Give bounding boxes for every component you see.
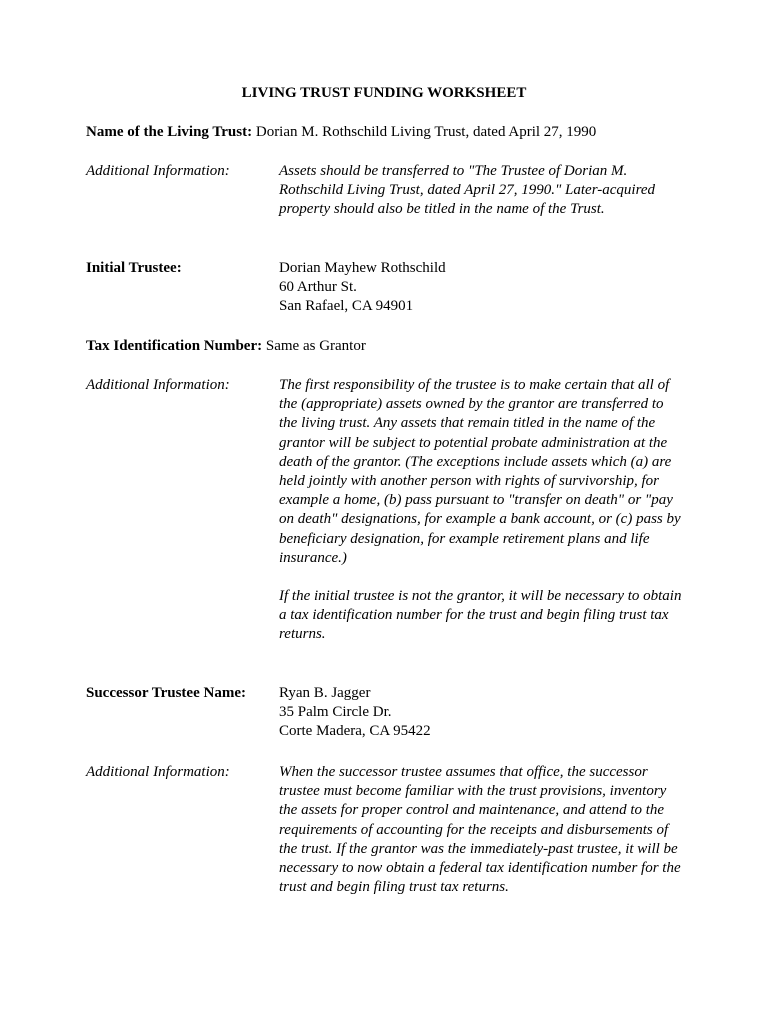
trust-name-label: Name of the Living Trust: — [86, 124, 253, 140]
initial-trustee-street: 60 Arthur St. — [279, 279, 357, 296]
additional-info-label: Additional Information: — [86, 163, 230, 179]
additional-info-text — [279, 763, 684, 897]
successor-trustee-street: 35 Palm Circle Dr. — [279, 704, 392, 721]
additional-info-text — [279, 376, 684, 645]
successor-trustee-city: Corte Madera, CA 95422 — [279, 723, 431, 740]
trust-name-value: Dorian M. Rothschild Living Trust, dated April 27, 1990 — [255, 124, 597, 140]
additional-info-paragraph: If the initial trustee is not the grantor, it will be necessary to obtain a tax identification number for the trust and begin filing trust tax returns. — [279, 588, 682, 643]
successor-trustee-label: Successor Trustee Name: — [86, 685, 246, 701]
initial-trustee-address — [279, 259, 684, 317]
additional-info-paragraph: When the successor trustee assumes that office, the successor trustee must become familiar with the trust provisions, inventory the assets for proper control and maintenance, and attend to the requirements of accounting for the receipts and disbursements of the trust. If the grantor was the immediately-past trustee, it will be necessary to now obtain a federal tax identification number for the trust and begin filing trust tax returns. — [279, 764, 681, 896]
additional-info-paragraph: The first responsibility of the trustee is to make certain that all of the (appropriate) assets owned by the grantor are transferred to the living trust. Any assets that remain titled in the name of the grantor will be subject to potential probate administration at the death of the grantor. (The exceptions include assets which (a) are held jointly with another person with rights of survivorship, for example a home, (b) pass pursuant to "transfer on death" or "pay on death" designations, for example a bank account, or (c) pass by beneficiary designation, for example retirement plans and life insurance.) — [279, 377, 681, 566]
tax-id-line — [86, 337, 686, 356]
tax-id-value: Same as Grantor — [265, 338, 366, 354]
initial-trustee-city: San Rafael, CA 94901 — [279, 298, 414, 315]
initial-trustee-name: Dorian Mayhew Rothschild — [279, 260, 446, 276]
successor-trustee-name: Ryan B. Jagger — [279, 685, 371, 701]
additional-info-text — [279, 162, 684, 220]
document-title: LIVING TRUST FUNDING WORKSHEET — [241, 85, 527, 101]
additional-info-label: Additional Information: — [86, 764, 230, 780]
trust-name-line — [86, 123, 686, 142]
tax-id-label: Tax Identification Number: — [86, 338, 263, 354]
additional-info-paragraph: Assets should be transferred to "The Trustee of Dorian M. Rothschild Living Trust, dated April 27, 1990." Later-acquired property should also be titled in the name of the Trust. — [279, 163, 656, 218]
successor-trustee-address — [279, 684, 684, 742]
additional-info-label: Additional Information: — [86, 377, 230, 393]
initial-trustee-label: Initial Trustee: — [86, 260, 182, 276]
